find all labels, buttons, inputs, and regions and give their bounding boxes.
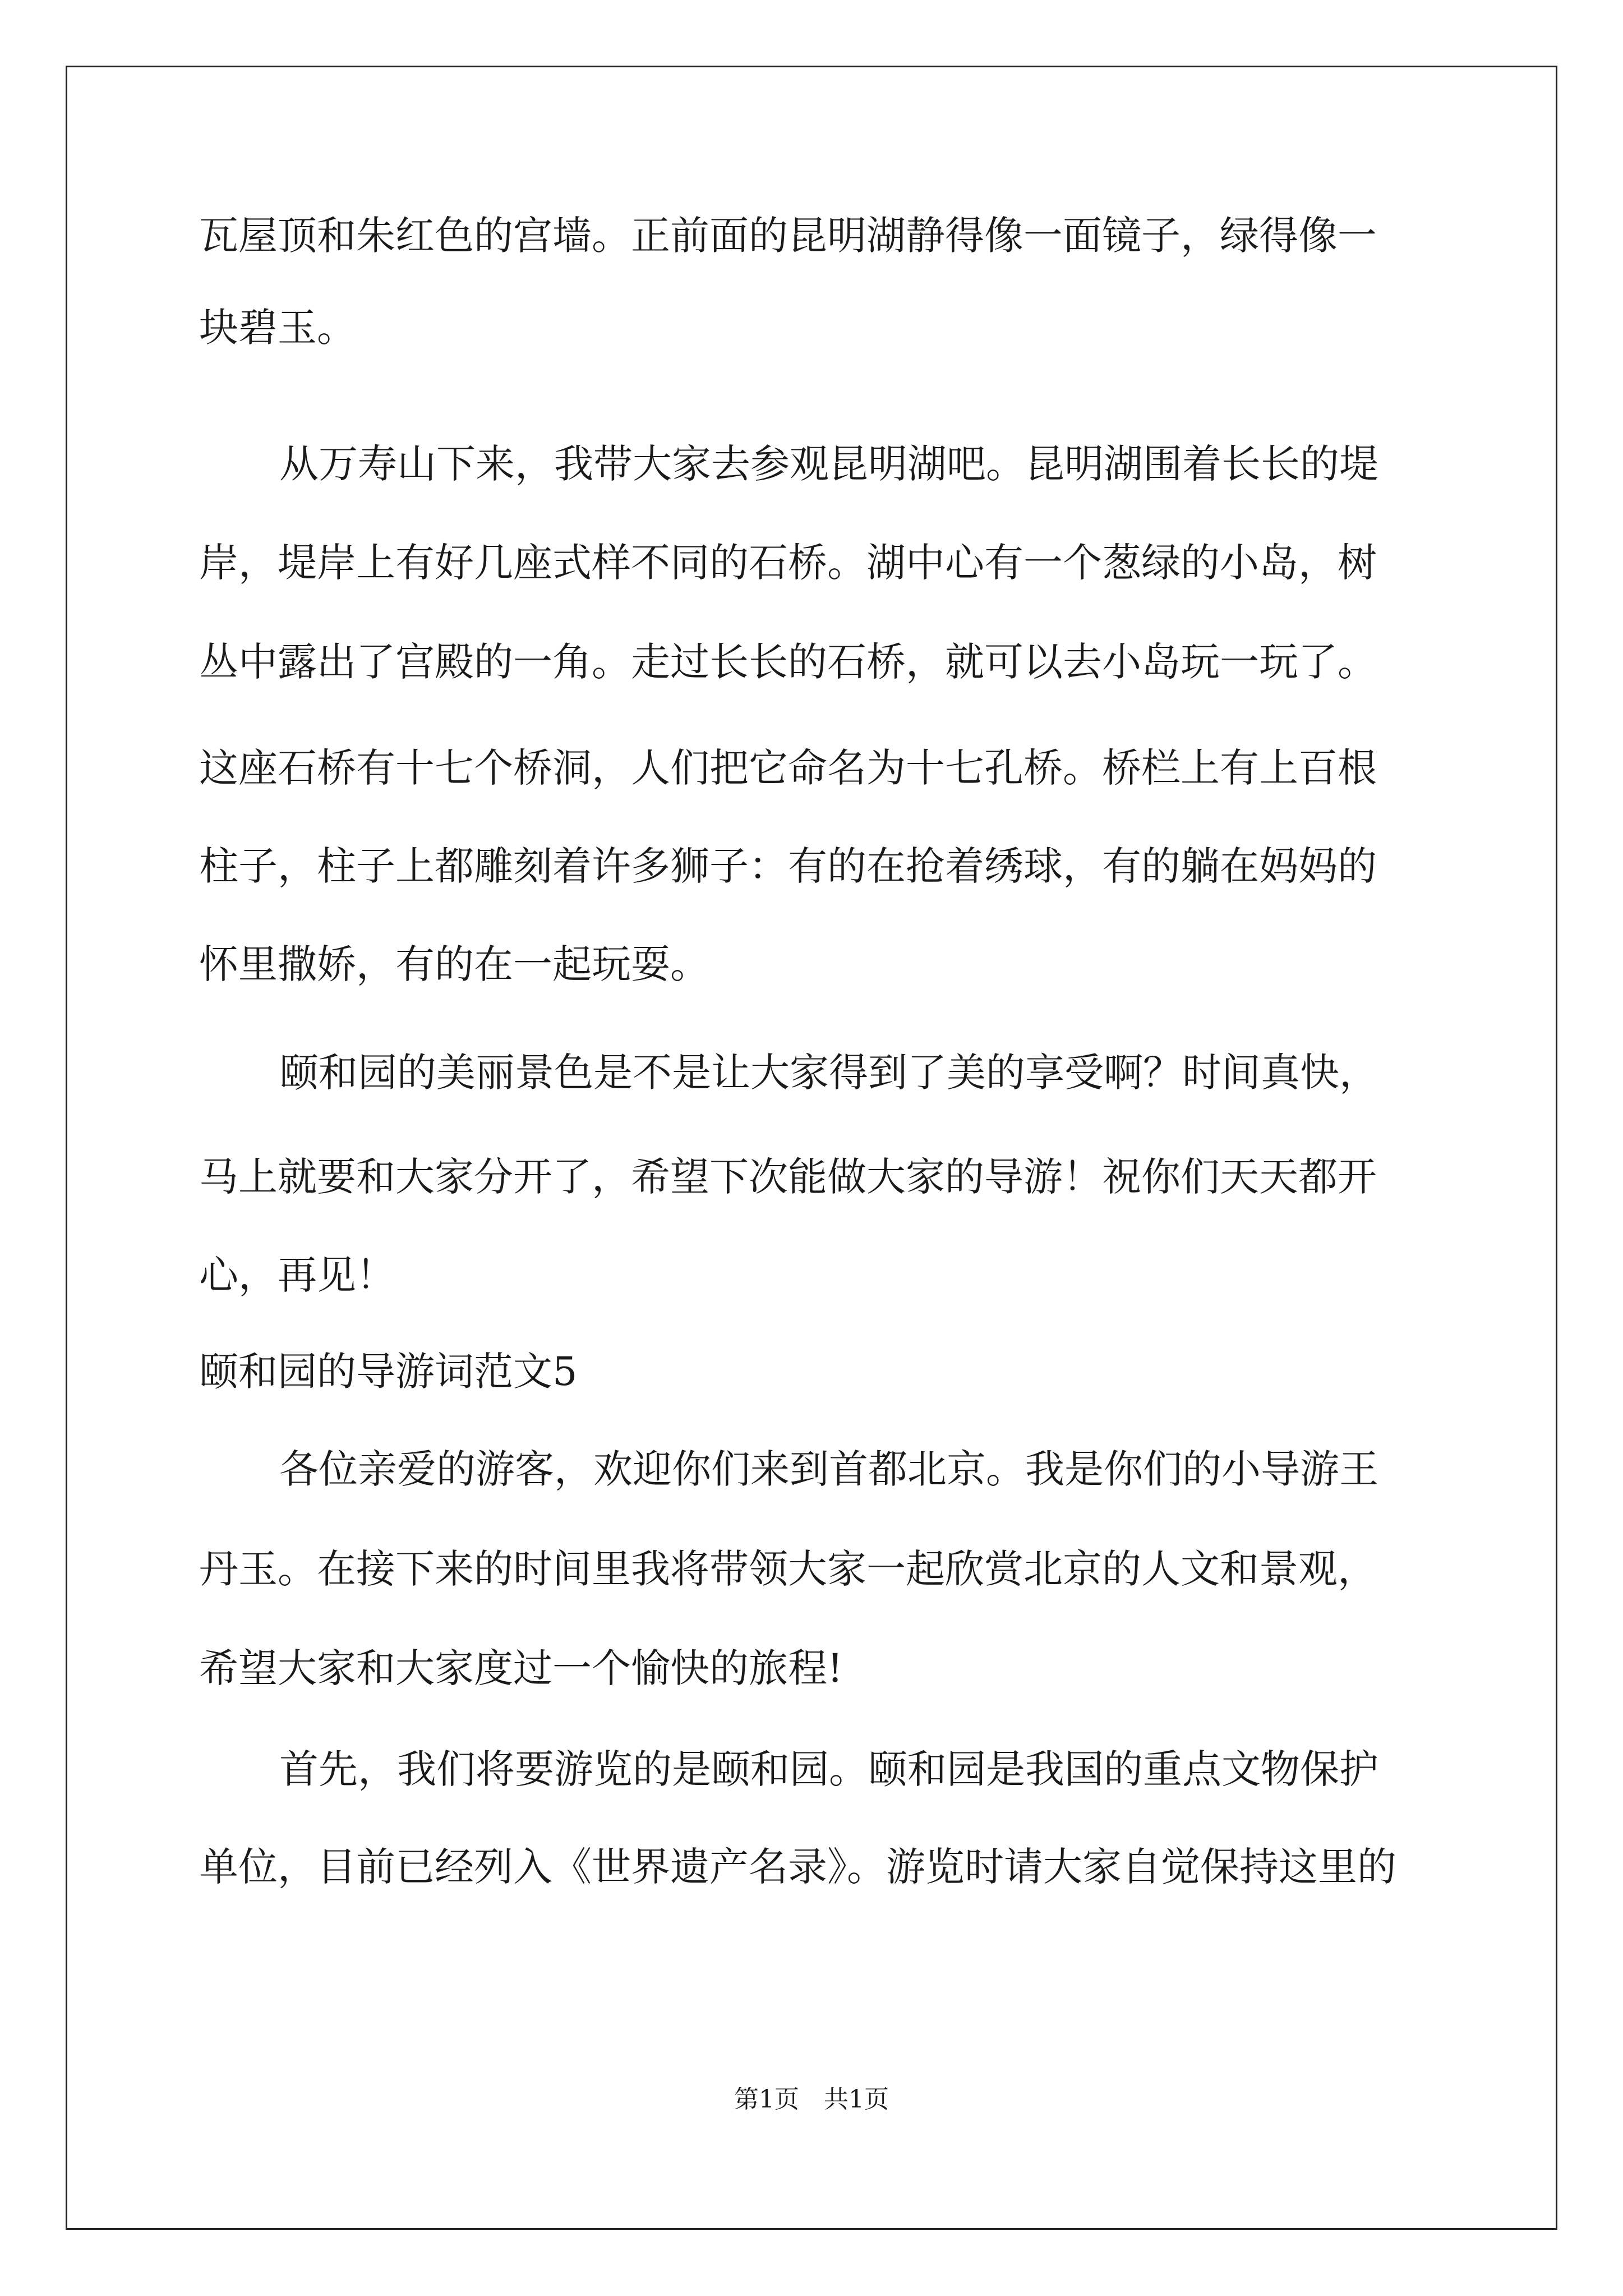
text-line: 单位，目前已经列入《世界遗产名录》。游览时请大家自觉保持这里的	[199, 1844, 1396, 1890]
text-line: 希望大家和大家度过一个愉快的旅程!	[199, 1645, 843, 1691]
text-line: 块碧玉。	[199, 305, 356, 351]
text-line: 心，再见！	[199, 1252, 395, 1298]
text-line: 马上就要和大家分开了，希望下次能做大家的导游！祝你们天天都开	[199, 1154, 1377, 1200]
paragraph-start-line: 各位亲爱的游客，欢迎你们来到首都北京。我是你们的小导游王	[279, 1446, 1378, 1492]
text-line: 柱子，柱子上都雕刻着许多狮子：有的在抢着绣球，有的躺在妈妈的	[199, 843, 1377, 889]
text-line: 瓦屋顶和朱红色的宫墙。正前面的昆明湖静得像一面镜子，绿得像一	[199, 213, 1377, 259]
page-footer: 第1页 共1页	[734, 2085, 889, 2114]
paragraph-start-line: 从万寿山下来，我带大家去参观昆明湖吧。昆明湖围着长长的堤	[279, 441, 1378, 487]
text-line: 丛中露出了宫殿的一角。走过长长的石桥，就可以去小岛玩一玩了。	[199, 639, 1377, 685]
section-heading: 颐和园的导游词范文5	[199, 1349, 578, 1395]
paragraph-start-line: 颐和园的美丽景色是不是让大家得到了美的享受啊？时间真快，	[279, 1050, 1378, 1096]
text-line: 怀里撒娇，有的在一起玩耍。	[199, 941, 709, 987]
text-line: 岸，堤岸上有好几座式样不同的石桥。湖中心有一个葱绿的小岛，树	[199, 540, 1377, 586]
paragraph-start-line: 首先，我们将要游览的是颐和园。颐和园是我国的重点文物保护	[279, 1746, 1378, 1792]
text-line: 这座石桥有十七个桥洞，人们把它命名为十七孔桥。桥栏上有上百根	[199, 745, 1377, 791]
text-line: 丹玉。在接下来的时间里我将带领大家一起欣赏北京的人文和景观，	[199, 1546, 1377, 1592]
page-border	[66, 66, 1557, 2230]
